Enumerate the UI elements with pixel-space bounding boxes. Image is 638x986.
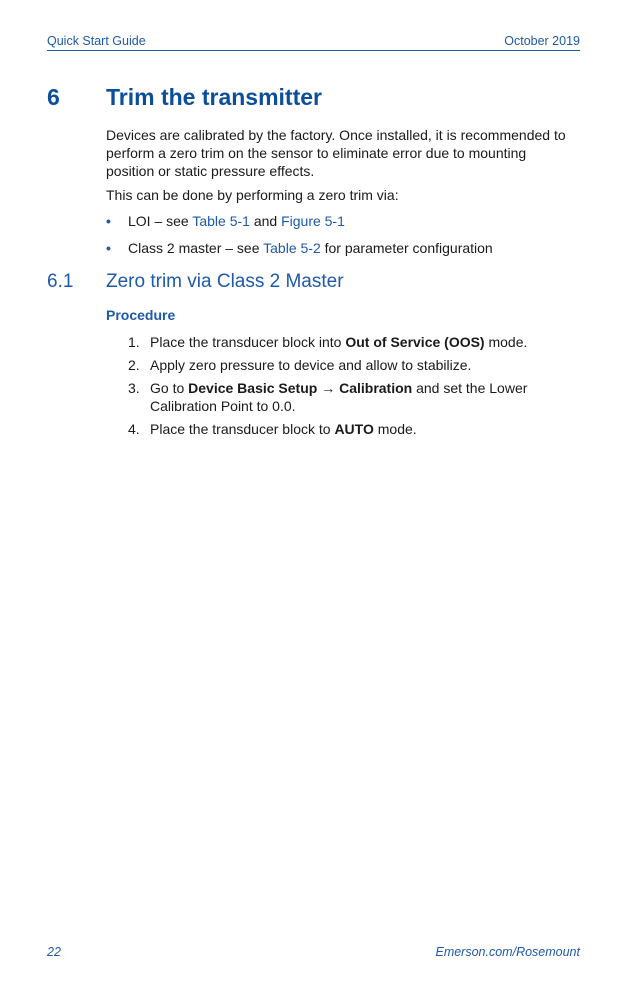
bullet-text: and — [249, 213, 282, 229]
page-header — [47, 32, 580, 51]
arrow-icon: → — [317, 380, 340, 396]
bullet-dot: • — [106, 213, 111, 229]
step-item: 1. Place the transducer block into Out of Service (OOS) mode. — [128, 334, 528, 350]
step-number: 2. — [128, 357, 140, 373]
step-emphasis: Device Basic Setup — [188, 380, 318, 396]
subsection-number: 6.1 — [47, 271, 74, 292]
link-figure-5-1[interactable]: Figure 5-1 — [281, 213, 345, 229]
link-table-5-2[interactable]: Table 5-2 — [263, 240, 321, 256]
section-title: Trim the transmitter — [106, 84, 322, 110]
section-number: 6 — [47, 84, 60, 110]
step-emphasis: Calibration — [339, 380, 413, 396]
link-table-5-1[interactable]: Table 5-1 — [192, 213, 250, 229]
header-doc-title: Quick Start Guide — [47, 34, 146, 48]
step-item: 4. Place the transducer block to AUTO mode. — [128, 421, 417, 437]
footer-site: Emerson.com/Rosemount — [435, 945, 580, 959]
step-number: 1. — [128, 334, 140, 350]
step-item: 2. Apply zero pressure to device and allow to stabilize. — [128, 357, 472, 373]
step-emphasis: Out of Service (OOS) — [345, 334, 485, 350]
bullet-text: LOI – see — [128, 213, 193, 229]
procedure-steps — [128, 333, 568, 443]
bullet-text: for parameter configuration — [320, 240, 493, 256]
step-item: 3. Go to Device Basic Setup → Calibration and set the Lower Calibration Point to 0.0. — [128, 380, 528, 414]
header-date: October 2019 — [504, 34, 580, 48]
step-number: 3. — [128, 380, 140, 396]
bullet-dot: • — [106, 240, 111, 256]
bullet-text: Class 2 master – see — [128, 240, 264, 256]
intro-paragraph: Devices are calibrated by the factory. Once installed, it is recommended to perform a zero trim on the sensor to eliminate error due to mounting position or static pressure effects. — [106, 127, 566, 179]
intro-paragraph-2: This can be done by performing a zero trim via: — [106, 187, 399, 203]
step-number: 4. — [128, 421, 140, 437]
procedure-label: Procedure — [106, 307, 176, 323]
page-number: 22 — [47, 945, 61, 959]
step-emphasis: AUTO — [334, 421, 374, 437]
subsection-title: Zero trim via Class 2 Master — [106, 271, 344, 292]
